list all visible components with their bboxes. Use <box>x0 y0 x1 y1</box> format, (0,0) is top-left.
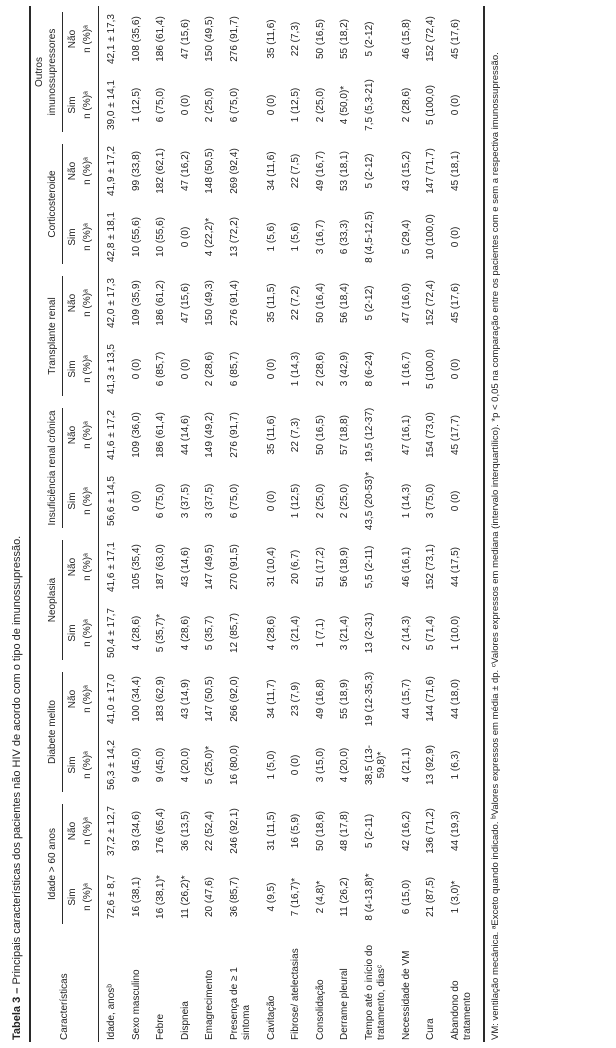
table-body <box>99 6 484 1042</box>
data-cell: 1 (5,0) <box>265 750 277 780</box>
data-cell: 0 (0) <box>179 226 191 248</box>
group-header <box>30 138 64 270</box>
row-label: Dispneia <box>179 1001 191 1040</box>
row-label: Febre <box>155 1013 167 1040</box>
n-percent-label: n (%)ᵃ <box>81 864 99 930</box>
n-percent-label: n (%)ᵃ <box>81 204 99 270</box>
data-cell: 1 (12,5) <box>290 483 302 519</box>
data-cell: 13 (2-31) <box>363 612 375 654</box>
data-cell: 21 (87,5) <box>425 876 437 918</box>
table-row <box>127 6 152 1042</box>
data-cell: 5 (2-11) <box>363 813 375 849</box>
data-cell: 47 (15,6) <box>179 282 191 324</box>
data-cell: 22 (7,3) <box>290 21 302 57</box>
n-percent-label: n (%)ᵃ <box>81 468 99 534</box>
data-cell: 0 (0) <box>449 490 461 512</box>
data-cell: 42,8 ± 18,1 <box>106 212 118 262</box>
table-row <box>225 6 262 1042</box>
data-cell: 50 (16,5) <box>314 18 326 60</box>
data-cell: 1 (5,6) <box>290 222 302 252</box>
data-cell: 23 (7,9) <box>290 681 302 717</box>
data-cell: 31 (11,5) <box>265 811 277 851</box>
table-row <box>397 6 422 1042</box>
data-cell: 42,1 ± 17,3 <box>106 14 118 64</box>
data-cell: 1 (6,3) <box>449 750 461 780</box>
data-cell: 0 (0) <box>449 94 461 116</box>
data-cell: 46 (15,8) <box>400 18 412 60</box>
data-cell: 3 (21,4) <box>339 615 351 651</box>
table-row <box>311 6 336 1042</box>
data-cell: 45 (18,1) <box>449 150 461 192</box>
n-percent-label: n (%)ᵃ <box>81 732 99 798</box>
data-cell: 186 (61,2) <box>155 280 167 326</box>
data-cell: 6 (33,3) <box>339 219 351 255</box>
data-cell: 109 (36,0) <box>130 412 142 458</box>
group-header-text: Transplante renal <box>47 276 64 396</box>
data-cell: 8 (6-24) <box>363 351 375 387</box>
n-percent-label: n (%)ᵃ <box>81 402 99 468</box>
data-cell: 0 (0) <box>449 226 461 248</box>
data-cell: 147 (71,7) <box>425 148 437 194</box>
data-cell: 9 (45,0) <box>155 747 167 783</box>
table-row <box>335 6 360 1042</box>
data-cell: 34 (11,6) <box>265 151 277 191</box>
group-header <box>30 798 64 930</box>
table-title <box>10 6 24 1040</box>
data-cell: 44 (15,7) <box>400 678 412 720</box>
data-cell: 276 (91,7) <box>228 412 240 458</box>
row-label: Tempo até o início do tratamento, diasᶜ <box>363 944 388 1040</box>
data-cell: 41,6 ± 17,1 <box>106 542 118 592</box>
data-cell: 43 (14,9) <box>179 678 191 720</box>
data-cell: 22 (7,2) <box>290 285 302 321</box>
data-cell: 187 (63,0) <box>155 544 167 590</box>
data-cell: 1 (3,0)* <box>449 880 461 914</box>
group-header-text: Corticosteroide <box>47 144 64 264</box>
data-cell: 2 (28,6) <box>400 87 412 123</box>
data-cell: 5 (71,4) <box>425 615 437 651</box>
data-cell: 31 (10,4) <box>265 546 277 588</box>
data-cell: 147 (50,5) <box>204 676 216 722</box>
col-subheader-sim: Sim <box>67 96 79 114</box>
data-cell: 44 (19,3) <box>449 810 461 852</box>
data-cell: 56,6 ± 14,5 <box>106 476 118 526</box>
data-cell: 13 (72,2) <box>228 216 240 258</box>
data-cell: 2 (4,8)* <box>314 880 326 914</box>
data-cell: 36 (13,5) <box>179 810 191 852</box>
data-cell: 1 (14,3) <box>290 351 302 387</box>
data-cell: 276 (91,4) <box>228 280 240 326</box>
row-label: Abandono do tratamento <box>449 980 474 1040</box>
data-cell: 43,5 (20-53)* <box>363 471 375 531</box>
data-cell: 42 (16,2) <box>400 810 412 852</box>
row-label: Emagrecimento <box>204 969 216 1040</box>
data-cell: 42,0 ± 17,3 <box>106 278 118 328</box>
group-header-row <box>30 6 64 1042</box>
data-cell: 5,5 (2-11) <box>363 545 375 589</box>
row-label: Sexo masculino <box>130 969 142 1040</box>
col-subheader-não: Não <box>67 161 79 181</box>
table-row <box>151 6 176 1042</box>
table-row <box>286 6 311 1042</box>
data-cell: 150 (49,3) <box>204 280 216 326</box>
row-label: Fibrose/ atelectasias <box>290 948 302 1040</box>
data-cell: 269 (92,4) <box>228 148 240 194</box>
data-cell: 35 (11,6) <box>265 415 277 455</box>
data-cell: 5 (2-12) <box>363 285 375 321</box>
data-cell: 46 (16,1) <box>400 546 412 588</box>
data-cell: 72,6 ± 8,7 <box>106 874 118 920</box>
data-cell: 51 (17,2) <box>314 546 326 588</box>
data-cell: 44 (17,5) <box>449 546 461 588</box>
col-subheader-não: Não <box>67 29 79 49</box>
data-cell: 0 (0) <box>449 358 461 380</box>
data-cell: 11 (26,2) <box>339 877 351 917</box>
data-cell: 2 (25,0) <box>314 87 326 123</box>
col-subheader-sim: Sim <box>67 888 79 906</box>
col-subheader-sim: Sim <box>67 360 79 378</box>
data-cell: 0 (0) <box>265 94 277 116</box>
data-cell: 49 (16,7) <box>314 150 326 192</box>
data-cell: 50 (16,4) <box>314 282 326 324</box>
n-percent-label: n (%)ᵃ <box>81 72 99 138</box>
n-percent-label: n (%)ᵃ <box>81 534 99 600</box>
data-cell: 4 (9,5) <box>265 882 277 912</box>
data-cell: 0 (0) <box>290 754 302 776</box>
data-cell: 0 (0) <box>130 490 142 512</box>
data-cell: 276 (91,7) <box>228 16 240 62</box>
data-cell: 22 (7,5) <box>290 153 302 189</box>
col-subheader-não: Não <box>67 689 79 709</box>
data-cell: 152 (72,4) <box>425 280 437 326</box>
group-header <box>30 270 64 402</box>
data-cell: 5 (35,7) <box>204 615 216 651</box>
data-cell: 3 (15,0) <box>314 747 326 783</box>
data-cell: 246 (92,1) <box>228 808 240 854</box>
data-cell: 6 (75,0) <box>228 87 240 123</box>
data-cell: 41,9 ± 17,2 <box>106 146 118 196</box>
row-label: Idade, anosᵇ <box>106 983 118 1040</box>
data-cell: 49 (16,8) <box>314 678 326 720</box>
data-cell: 48 (17,8) <box>339 810 351 852</box>
sim-nao-row <box>64 6 81 1042</box>
col-subheader-sim: Sim <box>67 228 79 246</box>
data-cell: 186 (61,4) <box>155 412 167 458</box>
data-cell: 1 (7,1) <box>314 618 326 648</box>
group-header-text: Neoplasia <box>47 540 64 660</box>
row-label: Derrame pleural <box>339 968 351 1040</box>
data-cell: 0 (0) <box>265 358 277 380</box>
data-cell: 147 (49,5) <box>204 544 216 590</box>
data-cell: 47 (16,1) <box>400 414 412 456</box>
data-cell: 39,0 ± 14,1 <box>106 80 118 130</box>
group-header <box>30 666 64 798</box>
data-cell: 4 (28,6) <box>130 615 142 651</box>
data-cell: 152 (72,4) <box>425 16 437 62</box>
data-cell: 22 (7,3) <box>290 417 302 453</box>
data-cell: 10 (55,6) <box>155 216 167 258</box>
table-number-label: Tabela 3 – <box>11 987 23 1040</box>
row-header-label: Características <box>30 930 99 1042</box>
n-percent-label: n (%)ᵃ <box>81 6 99 72</box>
col-subheader-sim: Sim <box>67 756 79 774</box>
data-cell: 183 (62,9) <box>155 676 167 722</box>
data-cell: 3 (37,5) <box>204 483 216 519</box>
data-cell: 55 (18,2) <box>339 18 351 60</box>
group-header-text: Diabete melito <box>47 672 64 792</box>
data-cell: 2 (14,3) <box>400 615 412 651</box>
n-percent-row <box>81 6 99 1042</box>
data-cell: 4 (21,1) <box>400 747 412 783</box>
data-cell: 148 (50,5) <box>204 148 216 194</box>
data-cell: 144 (71,6) <box>425 676 437 722</box>
data-cell: 44 (18,0) <box>449 678 461 720</box>
data-cell: 152 (73,1) <box>425 544 437 590</box>
n-percent-label: n (%)ᵃ <box>81 798 99 864</box>
table-row <box>200 6 225 1042</box>
row-label: Necessidade de VM <box>400 950 412 1040</box>
data-cell: 8 (4-13,8)* <box>363 873 375 921</box>
data-cell: 9 (45,0) <box>130 747 142 783</box>
data-cell: 35 (11,6) <box>265 19 277 59</box>
data-cell: 13 (92,9) <box>425 744 437 786</box>
data-cell: 6 (75,0) <box>155 483 167 519</box>
data-cell: 93 (34,6) <box>130 810 142 852</box>
data-cell: 53 (18,1) <box>339 150 351 192</box>
data-cell: 0 (0) <box>265 490 277 512</box>
data-cell: 109 (35,9) <box>130 280 142 326</box>
row-label: Presença de ≥ 1 sintoma <box>228 967 253 1040</box>
data-cell: 1 (14,3) <box>400 483 412 519</box>
table-row <box>446 6 484 1042</box>
table-row <box>176 6 201 1042</box>
data-cell: 5 (2-12) <box>363 153 375 189</box>
data-cell: 56,3 ± 14,2 <box>106 740 118 790</box>
data-cell: 45 (17,6) <box>449 282 461 324</box>
data-cell: 6 (75,0) <box>228 483 240 519</box>
data-cell: 1 (5,6) <box>265 222 277 252</box>
data-cell: 100 (34,4) <box>130 676 142 722</box>
data-cell: 2 (25,0) <box>314 483 326 519</box>
data-cell: 186 (61,4) <box>155 16 167 62</box>
data-cell: 20 (6,7) <box>290 549 302 585</box>
data-cell: 16 (38,1) <box>130 876 142 918</box>
table-row <box>421 6 446 1042</box>
data-cell: 43 (14,6) <box>179 546 191 588</box>
data-cell: 7,5 (5,3-21) <box>363 79 375 131</box>
data-cell: 41,3 ± 13,5 <box>106 344 118 394</box>
group-header-text: Outros imunossupressores <box>34 12 63 132</box>
data-cell: 150 (49,5) <box>204 16 216 62</box>
group-header-text: Idade > 60 anos <box>47 804 64 924</box>
data-cell: 3 (75,0) <box>425 483 437 519</box>
data-cell: 5 (29,4) <box>400 219 412 255</box>
data-cell: 6 (15,0) <box>400 879 412 915</box>
data-cell: 0 (0) <box>130 358 142 380</box>
table-row <box>360 6 397 1042</box>
data-cell: 4 (28,6) <box>179 615 191 651</box>
data-cell: 1 (12,5) <box>290 87 302 123</box>
data-cell: 47 (16,0) <box>400 282 412 324</box>
table-page <box>0 2 503 1048</box>
data-cell: 1 (10,0) <box>449 615 461 651</box>
data-cell: 19 (12-35,3) <box>363 671 375 727</box>
data-cell: 3 (37,5) <box>179 483 191 519</box>
data-cell: 154 (73,0) <box>425 412 437 458</box>
data-cell: 270 (91,5) <box>228 544 240 590</box>
data-cell: 6 (75,0) <box>155 87 167 123</box>
table-row <box>99 6 127 1042</box>
data-cell: 5 (25,0)* <box>204 745 216 785</box>
data-cell: 2 (28,6) <box>204 351 216 387</box>
table-row <box>262 6 287 1042</box>
data-cell: 3 (21,4) <box>290 615 302 651</box>
data-cell: 12 (85,7) <box>228 612 240 654</box>
characteristics-table <box>29 6 485 1042</box>
data-cell: 22 (52,4) <box>204 810 216 852</box>
data-cell: 1 (16,7) <box>400 351 412 387</box>
data-cell: 16 (38,1)* <box>155 875 167 919</box>
data-cell: 37,2 ± 12,7 <box>106 806 118 856</box>
data-cell: 149 (49,2) <box>204 412 216 458</box>
data-cell: 50,4 ± 17,7 <box>106 608 118 658</box>
data-cell: 4 (22,2)* <box>204 217 216 257</box>
data-cell: 5 (2-12) <box>363 21 375 57</box>
data-cell: 16 (80,0) <box>228 744 240 786</box>
n-percent-label: n (%)ᵃ <box>81 600 99 666</box>
data-cell: 6 (85,7) <box>155 351 167 387</box>
data-cell: 5 (35,7)* <box>155 613 167 653</box>
data-cell: 34 (11,7) <box>265 679 277 719</box>
group-header <box>30 6 64 138</box>
table-head <box>30 6 99 1042</box>
data-cell: 57 (18,8) <box>339 414 351 456</box>
data-cell: 108 (35,6) <box>130 16 142 62</box>
data-cell: 1 (12,5) <box>130 87 142 123</box>
data-cell: 50 (16,5) <box>314 414 326 456</box>
col-subheader-não: Não <box>67 821 79 841</box>
col-subheader-não: Não <box>67 425 79 445</box>
data-cell: 0 (0) <box>179 358 191 380</box>
n-percent-label: n (%)ᵃ <box>81 138 99 204</box>
data-cell: 266 (92,0) <box>228 676 240 722</box>
data-cell: 6 (85,7) <box>228 351 240 387</box>
group-header <box>30 534 64 666</box>
data-cell: 10 (55,6) <box>130 216 142 258</box>
data-cell: 99 (33,8) <box>130 150 142 192</box>
data-cell: 41,0 ± 17,0 <box>106 674 118 724</box>
row-label: Cavitação <box>265 995 277 1040</box>
group-header-text: Insuficiência renal crônica <box>47 408 64 528</box>
row-label: Consolidação <box>314 979 326 1040</box>
data-cell: 44 (14,6) <box>179 414 191 456</box>
data-cell: 35 (11,5) <box>265 283 277 323</box>
table-footnote: VM: ventilação mecânica. ᵃExceto quando indicado. ᵇValores expressos em média ± dp. ᶜValores expressos em mediana (intervalo interquartílico). *p < 0,05 na comparação entre os pacientes com e sem a respectiva imunossupressão. <box>489 52 501 1040</box>
data-cell: 55 (18,9) <box>339 678 351 720</box>
col-subheader-sim: Sim <box>67 492 79 510</box>
data-cell: 3 (42,9) <box>339 351 351 387</box>
group-header <box>30 402 64 534</box>
data-cell: 56 (18,9) <box>339 546 351 588</box>
data-cell: 56 (18,4) <box>339 282 351 324</box>
col-subheader-não: Não <box>67 557 79 577</box>
data-cell: 47 (16,2) <box>179 150 191 192</box>
data-cell: 50 (18,6) <box>314 810 326 852</box>
data-cell: 45 (17,7) <box>449 414 461 456</box>
data-cell: 38,5 (13-59,8)* <box>363 744 388 786</box>
data-cell: 176 (65,4) <box>155 808 167 854</box>
data-cell: 5 (100,0) <box>425 84 437 126</box>
data-cell: 4 (20,0) <box>179 747 191 783</box>
data-cell: 4 (50,0)* <box>339 85 351 125</box>
col-subheader-não: Não <box>67 293 79 313</box>
data-cell: 8 (4,5-12,5) <box>363 211 375 263</box>
col-subheader-sim: Sim <box>67 624 79 642</box>
data-cell: 0 (0) <box>179 94 191 116</box>
data-cell: 11 (26,2)* <box>179 875 191 919</box>
data-cell: 43 (15,2) <box>400 150 412 192</box>
data-cell: 5 (100,0) <box>425 348 437 390</box>
data-cell: 10 (100,0) <box>425 214 437 260</box>
data-cell: 47 (15,6) <box>179 18 191 60</box>
data-cell: 16 (5,9) <box>290 813 302 849</box>
data-cell: 41,6 ± 17,2 <box>106 410 118 460</box>
n-percent-label: n (%)ᵃ <box>81 270 99 336</box>
data-cell: 4 (28,6) <box>265 615 277 651</box>
data-cell: 182 (62,1) <box>155 148 167 194</box>
data-cell: 2 (25,0) <box>339 483 351 519</box>
row-label: Cura <box>425 1018 437 1040</box>
data-cell: 7 (16,7)* <box>290 877 302 917</box>
n-percent-label: n (%)ᵃ <box>81 666 99 732</box>
data-cell: 2 (25,0) <box>204 87 216 123</box>
data-cell: 36 (85,7) <box>228 876 240 918</box>
data-cell: 45 (17,6) <box>449 18 461 60</box>
data-cell: 136 (71,2) <box>425 808 437 854</box>
n-percent-label: n (%)ᵃ <box>81 336 99 402</box>
data-cell: 3 (16,7) <box>314 219 326 255</box>
data-cell: 105 (35,4) <box>130 544 142 590</box>
data-cell: 20 (47,6) <box>204 876 216 918</box>
data-cell: 2 (28,6) <box>314 351 326 387</box>
table-title-text: Principais características dos pacientes não HIV de acordo com o tipo de imunossupressão. <box>11 535 23 985</box>
data-cell: 4 (20,0) <box>339 747 351 783</box>
data-cell: 19,5 (12-37) <box>363 407 375 463</box>
